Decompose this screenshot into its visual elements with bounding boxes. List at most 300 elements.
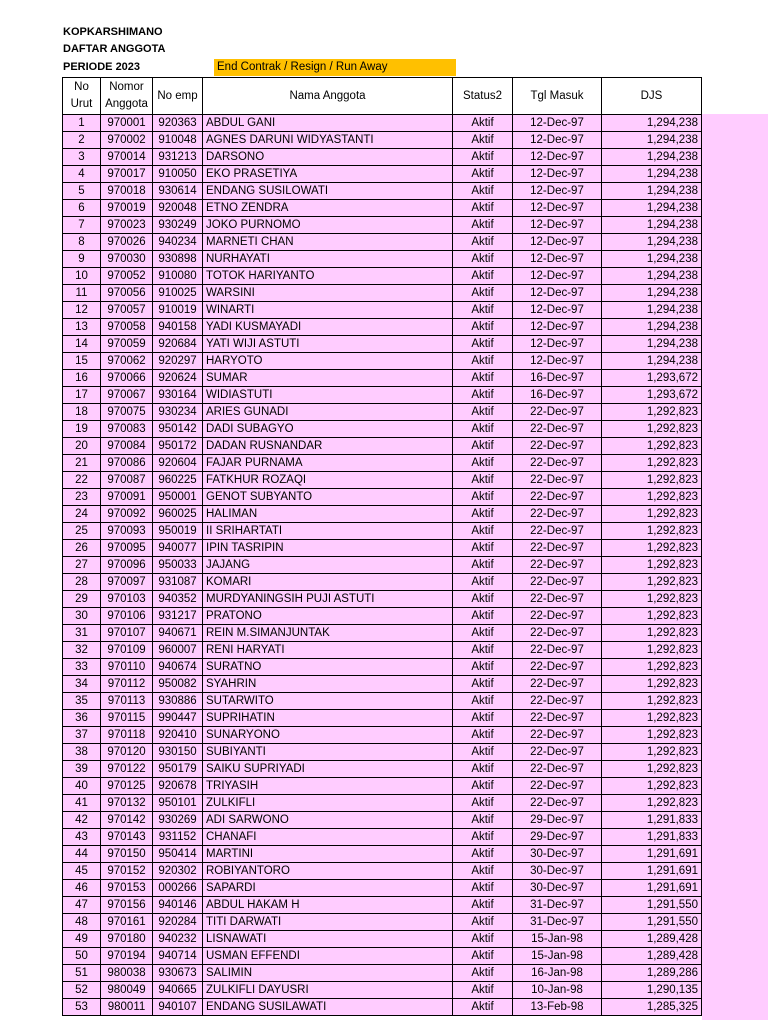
cell-no-urut: 11 xyxy=(63,285,101,302)
cell-nomor-anggota: 970194 xyxy=(101,948,153,965)
cell-nama-anggota: KOMARI xyxy=(203,574,453,591)
table-row xyxy=(63,217,702,234)
cell-status: Aktif xyxy=(453,693,513,710)
cell-nama-anggota: HALIMAN xyxy=(203,506,453,523)
cell-tgl-masuk: 22-Dec-97 xyxy=(513,489,602,506)
cell-nama-anggota: ADI SARWONO xyxy=(203,812,453,829)
cell-tgl-masuk: 22-Dec-97 xyxy=(513,523,602,540)
table-row xyxy=(63,319,702,336)
cell-no-emp: 920604 xyxy=(153,455,203,472)
cell-djs: 1,291,550 xyxy=(602,914,702,931)
cell-no-urut: 8 xyxy=(63,234,101,251)
cell-nama-anggota: USMAN EFFENDI xyxy=(203,948,453,965)
cell-no-emp: 960225 xyxy=(153,472,203,489)
cell-nama-anggota: FAJAR PURNAMA xyxy=(203,455,453,472)
table-row xyxy=(63,132,702,149)
cell-nama-anggota: GENOT SUBYANTO xyxy=(203,489,453,506)
cell-no-emp: 930249 xyxy=(153,217,203,234)
col-header-tgl-masuk: Tgl Masuk xyxy=(513,78,602,115)
cell-tgl-masuk: 22-Dec-97 xyxy=(513,795,602,812)
cell-no-urut: 4 xyxy=(63,166,101,183)
table-row xyxy=(63,863,702,880)
cell-nama-anggota: DADI SUBAGYO xyxy=(203,421,453,438)
cell-tgl-masuk: 12-Dec-97 xyxy=(513,234,602,251)
cell-nama-anggota: SUPRIHATIN xyxy=(203,710,453,727)
table-row xyxy=(63,336,702,353)
table-row xyxy=(63,897,702,914)
cell-nomor-anggota: 970103 xyxy=(101,591,153,608)
cell-no-urut: 5 xyxy=(63,183,101,200)
col-header-no-urut: No Urut xyxy=(63,78,101,115)
table-row xyxy=(63,642,702,659)
cell-tgl-masuk: 22-Dec-97 xyxy=(513,506,602,523)
cell-no-emp: 940107 xyxy=(153,999,203,1016)
cell-tgl-masuk: 30-Dec-97 xyxy=(513,846,602,863)
cell-tgl-masuk: 12-Dec-97 xyxy=(513,319,602,336)
cell-no-emp: 920684 xyxy=(153,336,203,353)
cell-no-emp: 940234 xyxy=(153,234,203,251)
cell-no-urut: 35 xyxy=(63,693,101,710)
cell-nomor-anggota: 970112 xyxy=(101,676,153,693)
cell-no-urut: 17 xyxy=(63,387,101,404)
cell-nomor-anggota: 970143 xyxy=(101,829,153,846)
cell-nama-anggota: SUMAR xyxy=(203,370,453,387)
cell-tgl-masuk: 22-Dec-97 xyxy=(513,659,602,676)
cell-no-emp: 990447 xyxy=(153,710,203,727)
table-row xyxy=(63,965,702,982)
cell-no-urut: 46 xyxy=(63,880,101,897)
cell-tgl-masuk: 22-Dec-97 xyxy=(513,608,602,625)
cell-nama-anggota: YATI WIJI ASTUTI xyxy=(203,336,453,353)
cell-no-emp: 920048 xyxy=(153,200,203,217)
cell-nama-anggota: YADI KUSMAYADI xyxy=(203,319,453,336)
cell-djs: 1,289,428 xyxy=(602,931,702,948)
table-row xyxy=(63,268,702,285)
cell-tgl-masuk: 22-Dec-97 xyxy=(513,438,602,455)
cell-no-urut: 52 xyxy=(63,982,101,999)
cell-status: Aktif xyxy=(453,795,513,812)
cell-no-emp: 931087 xyxy=(153,574,203,591)
cell-no-emp: 940232 xyxy=(153,931,203,948)
cell-nama-anggota: ROBIYANTORO xyxy=(203,863,453,880)
col-header-no-emp: No emp xyxy=(153,78,203,115)
cell-djs: 1,292,823 xyxy=(602,710,702,727)
cell-djs: 1,294,238 xyxy=(602,251,702,268)
cell-tgl-masuk: 30-Dec-97 xyxy=(513,863,602,880)
table-row xyxy=(63,880,702,897)
cell-status: Aktif xyxy=(453,217,513,234)
cell-nama-anggota: DADAN RUSNANDAR xyxy=(203,438,453,455)
cell-no-emp: 940714 xyxy=(153,948,203,965)
cell-djs: 1,292,823 xyxy=(602,472,702,489)
cell-status: Aktif xyxy=(453,149,513,166)
cell-tgl-masuk: 22-Dec-97 xyxy=(513,574,602,591)
org-title: KOPKARSHIMANO xyxy=(63,26,163,38)
cell-no-urut: 25 xyxy=(63,523,101,540)
cell-djs: 1,292,823 xyxy=(602,659,702,676)
cell-status: Aktif xyxy=(453,472,513,489)
cell-djs: 1,294,238 xyxy=(602,234,702,251)
cell-nama-anggota: PRATONO xyxy=(203,608,453,625)
cell-nomor-anggota: 970092 xyxy=(101,506,153,523)
cell-no-emp: 940352 xyxy=(153,591,203,608)
cell-nama-anggota: ZULKIFLI xyxy=(203,795,453,812)
table-row xyxy=(63,455,702,472)
table-row xyxy=(63,710,702,727)
cell-no-emp: 950019 xyxy=(153,523,203,540)
cell-djs: 1,292,823 xyxy=(602,455,702,472)
cell-djs: 1,294,238 xyxy=(602,302,702,319)
cell-status: Aktif xyxy=(453,370,513,387)
cell-no-urut: 30 xyxy=(63,608,101,625)
cell-djs: 1,292,823 xyxy=(602,523,702,540)
cell-nomor-anggota: 970002 xyxy=(101,132,153,149)
cell-tgl-masuk: 22-Dec-97 xyxy=(513,778,602,795)
cell-no-emp: 940674 xyxy=(153,659,203,676)
cell-djs: 1,291,833 xyxy=(602,829,702,846)
cell-tgl-masuk: 12-Dec-97 xyxy=(513,251,602,268)
cell-djs: 1,285,325 xyxy=(602,999,702,1016)
cell-nama-anggota: JAJANG xyxy=(203,557,453,574)
cell-djs: 1,292,823 xyxy=(602,574,702,591)
cell-djs: 1,294,238 xyxy=(602,268,702,285)
cell-no-emp: 930886 xyxy=(153,693,203,710)
cell-nama-anggota: NURHAYATI xyxy=(203,251,453,268)
cell-nomor-anggota: 970153 xyxy=(101,880,153,897)
cell-no-urut: 3 xyxy=(63,149,101,166)
table-row xyxy=(63,778,702,795)
cell-nama-anggota: WINARTI xyxy=(203,302,453,319)
cell-no-emp: 940146 xyxy=(153,897,203,914)
table-row xyxy=(63,302,702,319)
cell-djs: 1,294,238 xyxy=(602,336,702,353)
cell-djs: 1,292,823 xyxy=(602,506,702,523)
cell-no-urut: 41 xyxy=(63,795,101,812)
cell-nomor-anggota: 980049 xyxy=(101,982,153,999)
cell-nomor-anggota: 970083 xyxy=(101,421,153,438)
cell-djs: 1,292,823 xyxy=(602,591,702,608)
cell-nama-anggota: TITI DARWATI xyxy=(203,914,453,931)
cell-nama-anggota: WIDIASTUTI xyxy=(203,387,453,404)
cell-tgl-masuk: 22-Dec-97 xyxy=(513,591,602,608)
cell-nama-anggota: JOKO PURNOMO xyxy=(203,217,453,234)
cell-no-urut: 27 xyxy=(63,557,101,574)
cell-tgl-masuk: 22-Dec-97 xyxy=(513,727,602,744)
cell-status: Aktif xyxy=(453,761,513,778)
cell-tgl-masuk: 22-Dec-97 xyxy=(513,676,602,693)
table-row xyxy=(63,608,702,625)
cell-djs: 1,294,238 xyxy=(602,200,702,217)
cell-nama-anggota: MURDYANINGSIH PUJI ASTUTI xyxy=(203,591,453,608)
cell-no-urut: 48 xyxy=(63,914,101,931)
cell-no-urut: 42 xyxy=(63,812,101,829)
table-row xyxy=(63,438,702,455)
cell-tgl-masuk: 29-Dec-97 xyxy=(513,812,602,829)
cell-status: Aktif xyxy=(453,948,513,965)
cell-status: Aktif xyxy=(453,557,513,574)
table-row xyxy=(63,829,702,846)
cell-no-emp: 940665 xyxy=(153,982,203,999)
table-row xyxy=(63,353,702,370)
cell-status: Aktif xyxy=(453,336,513,353)
cell-no-emp: 931213 xyxy=(153,149,203,166)
cell-nomor-anggota: 970142 xyxy=(101,812,153,829)
cell-status: Aktif xyxy=(453,863,513,880)
cell-status: Aktif xyxy=(453,812,513,829)
cell-status: Aktif xyxy=(453,574,513,591)
table-header-row xyxy=(63,78,702,115)
cell-no-urut: 18 xyxy=(63,404,101,421)
cell-nomor-anggota: 970120 xyxy=(101,744,153,761)
table-row xyxy=(63,472,702,489)
cell-tgl-masuk: 22-Dec-97 xyxy=(513,421,602,438)
cell-nama-anggota: ENDANG SUSILOWATI xyxy=(203,183,453,200)
cell-no-urut: 13 xyxy=(63,319,101,336)
cell-djs: 1,292,823 xyxy=(602,557,702,574)
cell-status: Aktif xyxy=(453,285,513,302)
cell-no-emp: 910080 xyxy=(153,268,203,285)
cell-djs: 1,293,672 xyxy=(602,387,702,404)
cell-status: Aktif xyxy=(453,302,513,319)
cell-nama-anggota: AGNES DARUNI WIDYASTANTI xyxy=(203,132,453,149)
col-header-nomor-anggota: Nomor Anggota xyxy=(101,78,153,115)
cell-tgl-masuk: 16-Dec-97 xyxy=(513,387,602,404)
cell-no-urut: 20 xyxy=(63,438,101,455)
cell-tgl-masuk: 29-Dec-97 xyxy=(513,829,602,846)
cell-no-urut: 47 xyxy=(63,897,101,914)
cell-no-urut: 34 xyxy=(63,676,101,693)
cell-tgl-masuk: 12-Dec-97 xyxy=(513,336,602,353)
cell-status: Aktif xyxy=(453,387,513,404)
cell-no-emp: 950142 xyxy=(153,421,203,438)
cell-no-urut: 14 xyxy=(63,336,101,353)
cell-nomor-anggota: 970156 xyxy=(101,897,153,914)
cell-nomor-anggota: 970067 xyxy=(101,387,153,404)
cell-nomor-anggota: 970026 xyxy=(101,234,153,251)
table-row xyxy=(63,846,702,863)
cell-tgl-masuk: 12-Dec-97 xyxy=(513,200,602,217)
cell-nama-anggota: ENDANG SUSILAWATI xyxy=(203,999,453,1016)
table-row xyxy=(63,489,702,506)
cell-no-urut: 43 xyxy=(63,829,101,846)
cell-tgl-masuk: 12-Dec-97 xyxy=(513,132,602,149)
cell-djs: 1,289,428 xyxy=(602,948,702,965)
cell-no-emp: 931152 xyxy=(153,829,203,846)
cell-status: Aktif xyxy=(453,659,513,676)
cell-no-urut: 21 xyxy=(63,455,101,472)
cell-nama-anggota: ABDUL GANI xyxy=(203,115,453,132)
cell-nomor-anggota: 970062 xyxy=(101,353,153,370)
cell-no-emp: 920297 xyxy=(153,353,203,370)
cell-tgl-masuk: 15-Jan-98 xyxy=(513,948,602,965)
cell-nomor-anggota: 970014 xyxy=(101,149,153,166)
cell-no-emp: 910048 xyxy=(153,132,203,149)
cell-tgl-masuk: 12-Dec-97 xyxy=(513,302,602,319)
cell-nomor-anggota: 970084 xyxy=(101,438,153,455)
table-row xyxy=(63,693,702,710)
table-row xyxy=(63,421,702,438)
cell-no-urut: 15 xyxy=(63,353,101,370)
cell-nomor-anggota: 970056 xyxy=(101,285,153,302)
cell-status: Aktif xyxy=(453,166,513,183)
cell-no-emp: 930673 xyxy=(153,965,203,982)
cell-tgl-masuk: 12-Dec-97 xyxy=(513,353,602,370)
cell-nama-anggota: SUBIYANTI xyxy=(203,744,453,761)
cell-nomor-anggota: 970018 xyxy=(101,183,153,200)
cell-no-urut: 6 xyxy=(63,200,101,217)
cell-nomor-anggota: 970059 xyxy=(101,336,153,353)
cell-nomor-anggota: 970106 xyxy=(101,608,153,625)
cell-djs: 1,292,823 xyxy=(602,744,702,761)
cell-nomor-anggota: 970097 xyxy=(101,574,153,591)
cell-status: Aktif xyxy=(453,710,513,727)
table-row xyxy=(63,149,702,166)
cell-nama-anggota: EKO PRASETIYA xyxy=(203,166,453,183)
cell-nama-anggota: WARSINI xyxy=(203,285,453,302)
cell-tgl-masuk: 31-Dec-97 xyxy=(513,897,602,914)
table-row xyxy=(63,183,702,200)
cell-nomor-anggota: 970023 xyxy=(101,217,153,234)
cell-no-emp: 920363 xyxy=(153,115,203,132)
cell-status: Aktif xyxy=(453,642,513,659)
cell-djs: 1,292,823 xyxy=(602,676,702,693)
cell-no-emp: 920624 xyxy=(153,370,203,387)
table-row xyxy=(63,523,702,540)
cell-no-urut: 33 xyxy=(63,659,101,676)
cell-no-urut: 1 xyxy=(63,115,101,132)
table-row xyxy=(63,625,702,642)
cell-no-urut: 19 xyxy=(63,421,101,438)
cell-nomor-anggota: 970019 xyxy=(101,200,153,217)
cell-tgl-masuk: 12-Dec-97 xyxy=(513,285,602,302)
table-row xyxy=(63,812,702,829)
cell-no-urut: 29 xyxy=(63,591,101,608)
cell-djs: 1,292,823 xyxy=(602,608,702,625)
cell-no-emp: 950001 xyxy=(153,489,203,506)
cell-djs: 1,292,823 xyxy=(602,761,702,778)
cell-djs: 1,294,238 xyxy=(602,217,702,234)
cell-nomor-anggota: 970091 xyxy=(101,489,153,506)
cell-status: Aktif xyxy=(453,846,513,863)
cell-nomor-anggota: 980038 xyxy=(101,965,153,982)
cell-nama-anggota: II SRIHARTATI xyxy=(203,523,453,540)
cell-djs: 1,292,823 xyxy=(602,489,702,506)
cell-status: Aktif xyxy=(453,676,513,693)
cell-nomor-anggota: 970132 xyxy=(101,795,153,812)
cell-nama-anggota: ETNO ZENDRA xyxy=(203,200,453,217)
cell-no-emp: 931217 xyxy=(153,608,203,625)
cell-tgl-masuk: 12-Dec-97 xyxy=(513,217,602,234)
cell-nama-anggota: FATKHUR ROZAQI xyxy=(203,472,453,489)
cell-nama-anggota: SUNARYONO xyxy=(203,727,453,744)
cell-no-emp: 920284 xyxy=(153,914,203,931)
cell-djs: 1,294,238 xyxy=(602,166,702,183)
cell-tgl-masuk: 16-Dec-97 xyxy=(513,370,602,387)
cell-no-emp: 930614 xyxy=(153,183,203,200)
cell-no-urut: 12 xyxy=(63,302,101,319)
cell-no-emp: 930898 xyxy=(153,251,203,268)
cell-no-emp: 910025 xyxy=(153,285,203,302)
cell-nomor-anggota: 970150 xyxy=(101,846,153,863)
cell-status: Aktif xyxy=(453,115,513,132)
cell-tgl-masuk: 22-Dec-97 xyxy=(513,693,602,710)
cell-nama-anggota: SURATNO xyxy=(203,659,453,676)
table-row xyxy=(63,676,702,693)
cell-tgl-masuk: 22-Dec-97 xyxy=(513,642,602,659)
cell-tgl-masuk: 22-Dec-97 xyxy=(513,557,602,574)
cell-nama-anggota: MARTINI xyxy=(203,846,453,863)
cell-nomor-anggota: 970109 xyxy=(101,642,153,659)
cell-djs: 1,292,823 xyxy=(602,404,702,421)
legend-end-contract: End Contrak / Resign / Run Away xyxy=(214,59,456,76)
cell-djs: 1,291,691 xyxy=(602,880,702,897)
cell-djs: 1,292,823 xyxy=(602,778,702,795)
cell-no-urut: 39 xyxy=(63,761,101,778)
cell-no-emp: 920678 xyxy=(153,778,203,795)
cell-status: Aktif xyxy=(453,727,513,744)
cell-nama-anggota: IPIN TASRIPIN xyxy=(203,540,453,557)
table-row xyxy=(63,404,702,421)
cell-nama-anggota: REIN M.SIMANJUNTAK xyxy=(203,625,453,642)
cell-djs: 1,291,550 xyxy=(602,897,702,914)
cell-djs: 1,289,286 xyxy=(602,965,702,982)
table-row xyxy=(63,795,702,812)
cell-djs: 1,292,823 xyxy=(602,727,702,744)
cell-no-urut: 50 xyxy=(63,948,101,965)
cell-nama-anggota: SAPARDI xyxy=(203,880,453,897)
cell-status: Aktif xyxy=(453,506,513,523)
cell-djs: 1,294,238 xyxy=(602,319,702,336)
cell-tgl-masuk: 12-Dec-97 xyxy=(513,268,602,285)
cell-no-emp: 920302 xyxy=(153,863,203,880)
cell-tgl-masuk: 12-Dec-97 xyxy=(513,166,602,183)
cell-nama-anggota: DARSONO xyxy=(203,149,453,166)
table-row xyxy=(63,591,702,608)
cell-status: Aktif xyxy=(453,744,513,761)
cell-no-emp: 930164 xyxy=(153,387,203,404)
cell-djs: 1,291,691 xyxy=(602,863,702,880)
cell-no-urut: 9 xyxy=(63,251,101,268)
cell-nama-anggota: MARNETI CHAN xyxy=(203,234,453,251)
cell-tgl-masuk: 22-Dec-97 xyxy=(513,710,602,727)
cell-no-urut: 24 xyxy=(63,506,101,523)
cell-nomor-anggota: 970066 xyxy=(101,370,153,387)
table-row xyxy=(63,914,702,931)
cell-status: Aktif xyxy=(453,965,513,982)
cell-tgl-masuk: 12-Dec-97 xyxy=(513,149,602,166)
cell-tgl-masuk: 22-Dec-97 xyxy=(513,404,602,421)
cell-no-urut: 36 xyxy=(63,710,101,727)
table-row xyxy=(63,115,702,132)
cell-no-urut: 51 xyxy=(63,965,101,982)
table-row xyxy=(63,761,702,778)
cell-no-emp: 950414 xyxy=(153,846,203,863)
cell-no-emp: 940671 xyxy=(153,625,203,642)
cell-tgl-masuk: 10-Jan-98 xyxy=(513,982,602,999)
table-row xyxy=(63,574,702,591)
cell-status: Aktif xyxy=(453,319,513,336)
cell-djs: 1,292,823 xyxy=(602,693,702,710)
cell-nomor-anggota: 970110 xyxy=(101,659,153,676)
cell-no-urut: 16 xyxy=(63,370,101,387)
cell-nomor-anggota: 970161 xyxy=(101,914,153,931)
cell-djs: 1,292,823 xyxy=(602,438,702,455)
cell-tgl-masuk: 22-Dec-97 xyxy=(513,472,602,489)
cell-djs: 1,294,238 xyxy=(602,115,702,132)
cell-no-emp: 960025 xyxy=(153,506,203,523)
cell-no-urut: 32 xyxy=(63,642,101,659)
cell-status: Aktif xyxy=(453,982,513,999)
